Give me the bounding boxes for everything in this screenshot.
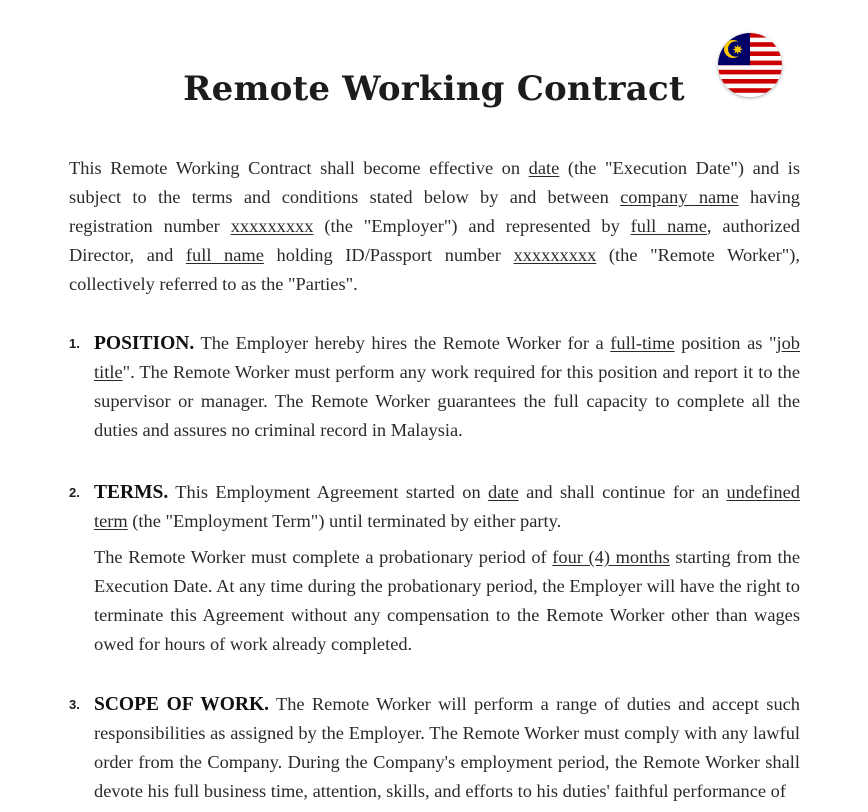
worker-name-field: full name: [185, 245, 264, 265]
clause-position: POSITION. The Employer hereby hires the Remote Worker for a full-time position as "job title". The Remote Worker must perform any work required for this position and report it to the supervisor or manager. The Remote Worker guarantees the full capacity to complete all the duties and assures no criminal record in Malaysia.: [94, 333, 801, 440]
employment-type-field: full-time: [610, 333, 675, 353]
term-field: undefined term: [94, 482, 800, 531]
passport-number-field: xxxxxxxxx: [513, 245, 597, 265]
clause-number: 1.: [69, 336, 80, 351]
job-title-field: job title: [94, 333, 801, 382]
clause-heading: SCOPE OF WORK.: [94, 694, 270, 715]
registration-number-field: xxxxxxxxx: [230, 216, 314, 236]
date-field: date: [528, 158, 560, 178]
document-title: Remote Working Contract: [183, 69, 685, 109]
start-date-field: date: [488, 482, 519, 502]
probation-period-field: four (4) months: [552, 547, 670, 567]
clause-number: 3.: [69, 697, 80, 712]
clause-heading: TERMS.: [94, 482, 169, 503]
clause-scope-of-work: SCOPE OF WORK. The Remote Worker will perform a range of duties and accept such responsibilities as assigned by the Employer. The Remote Worker must comply with any lawful order from the Company. During the Company's employment period, the Remote Worker shall devote his full business time, attention, skills, and efforts to his duties' faithful performance of: [94, 694, 800, 801]
intro-paragraph: This Remote Working Contract shall become effective on date (the "Execution Date") and is subject to the terms and conditions stated below by and between company name having registration number xxxxxxxxx (the "Employer") and represented by full name, authorized Director, and full name holding ID/Passport number xxxxxxxxx (the "Remote Worker"), collectively referred to as the "Parties".: [69, 158, 800, 294]
director-name-field: full name: [630, 216, 707, 236]
company-name-field: company name: [620, 187, 739, 207]
clause-number: 2.: [69, 485, 80, 500]
clause-terms-probation: The Remote Worker must complete a probationary period of four (4) months starting from the Execution Date. At any time during the probationary period, the Employer will have the right to terminate this Agreement without any compensation to the Remote Worker other than wages owed for hours of work already completed.: [94, 547, 801, 654]
clause-terms: TERMS. This Employment Agreement started on date and shall continue for an undefined term (the "Employment Term") until terminated by either party.: [94, 482, 800, 531]
clause-heading: POSITION.: [94, 333, 195, 354]
